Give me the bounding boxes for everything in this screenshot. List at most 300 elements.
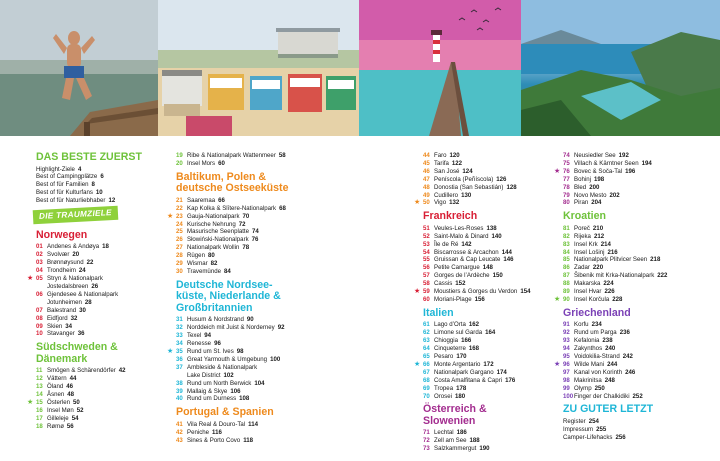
toc-entry-15 — [27, 398, 154, 407]
italien-list — [414, 321, 541, 400]
toc-entry-64 — [423, 345, 541, 353]
toc-entry-14 — [36, 391, 154, 399]
entry-page: 128 — [506, 183, 517, 191]
toc-entry-20 — [176, 160, 314, 168]
entry-name: Wilde Mani — [574, 360, 605, 368]
entry-number: 83 — [563, 240, 570, 248]
entry-number: 10 — [36, 330, 43, 338]
entry-number: 71 — [423, 429, 430, 437]
section-title-schweden-line2: Dänemark — [36, 352, 88, 365]
entry-page: 218 — [650, 256, 661, 264]
toc-entry-77 — [563, 176, 693, 184]
toc-entry-46 — [423, 168, 541, 176]
entry-name: Petite Camargue — [434, 264, 480, 272]
entry-name: Insel Mors — [187, 159, 216, 167]
entry-name: Villach & Kärntner Seen — [574, 159, 639, 167]
entry-number: 81 — [563, 224, 570, 232]
entry-page: 202 — [609, 191, 620, 199]
toc-entry-71 — [423, 429, 541, 437]
entry-name: Kurische Nehrung — [187, 220, 236, 228]
entry-name: Rømø — [47, 422, 64, 430]
toc-entry-84 — [563, 249, 693, 257]
entry-page: 98 — [236, 348, 244, 355]
entry-number: 46 — [423, 167, 430, 175]
toc-entry-67 — [423, 369, 541, 377]
toc-entry-28 — [176, 252, 314, 260]
entry-number: 45 — [423, 159, 430, 167]
toc-entry-59 — [414, 288, 541, 296]
entry-number: 51 — [423, 224, 430, 232]
entry-page: 238 — [602, 337, 613, 345]
entry-page: 200 — [589, 183, 600, 191]
star-icon: ★ — [414, 288, 421, 296]
entry-page: 68 — [279, 204, 286, 212]
entry-number: 63 — [423, 337, 430, 345]
toc-entry-02 — [36, 251, 154, 259]
entry-number: 52 — [423, 232, 430, 240]
toc-entry-25 — [176, 228, 314, 236]
toc-entry-43 — [176, 437, 314, 445]
entry-number: 94 — [563, 345, 570, 353]
toc-entry-62 — [423, 329, 541, 337]
toc-entry-69 — [423, 385, 541, 393]
toc-entry-31 — [176, 316, 314, 324]
entry-name: Neusiedler See — [574, 152, 616, 159]
baltikum-list — [167, 196, 314, 276]
entry-number: 21 — [176, 196, 183, 204]
entry-page: 122 — [451, 159, 463, 167]
entry-number: 70 — [423, 392, 430, 400]
entry-name: Balestrand — [47, 306, 77, 314]
toc-item — [563, 426, 693, 434]
toc-entry-91 — [563, 321, 693, 329]
entry-page: 20 — [72, 251, 80, 259]
entry-number: 28 — [176, 252, 183, 260]
entry-number: 50 — [423, 199, 430, 207]
entry-page: 90 — [246, 316, 254, 324]
toc-entry-87 — [563, 272, 693, 280]
entry-number: 76 — [563, 167, 570, 175]
star-icon: ★ — [554, 167, 561, 175]
toc-entry-04 — [36, 267, 154, 275]
section-title-schweden — [36, 342, 154, 365]
entry-page: 56 — [66, 422, 74, 430]
toc-entry-44 — [423, 152, 541, 160]
entry-page: 196 — [625, 167, 636, 175]
entry-page: 150 — [492, 272, 503, 280]
frankreich-list — [414, 224, 541, 304]
entry-page: 126 — [496, 175, 507, 183]
item-page: 256 — [615, 433, 626, 441]
entry-name: Veules-Les-Roses — [434, 224, 484, 232]
toc-entry-19 — [176, 152, 314, 160]
entry-page: 52 — [76, 406, 84, 414]
entry-page: 164 — [485, 329, 496, 337]
entry-number: 85 — [563, 256, 570, 264]
entry-number: 24 — [176, 220, 183, 228]
entry-page: 198 — [593, 175, 605, 183]
entry-name: Rund um Durness — [187, 395, 237, 403]
entry-number: 84 — [563, 248, 570, 256]
toc-entry-30 — [176, 268, 314, 276]
toc-entry-72 — [423, 437, 541, 445]
entry-name: Gauja-Nationalpark — [187, 212, 240, 220]
entry-name: Insel Møn — [47, 406, 74, 414]
entry-number: 18 — [36, 422, 43, 430]
photo-beach-chairs-art — [158, 0, 359, 136]
entry-name: Île de Ré — [434, 240, 459, 248]
entry-name: Voidokilia-Strand — [574, 353, 620, 361]
entry-number: 89 — [563, 288, 570, 296]
entry-page: 154 — [520, 288, 531, 296]
entry-number: 43 — [176, 436, 183, 444]
toc-entry-03 — [36, 259, 154, 267]
entry-name: Zell am See — [434, 437, 467, 445]
toc-entry-96 — [554, 360, 693, 369]
entry-number: 99 — [563, 384, 570, 392]
entry-page: 48 — [67, 391, 75, 399]
entry-name: Stryn & Nationalpark — [47, 275, 103, 283]
photo-jumping-boy-art — [0, 0, 158, 136]
toc-entry-41 — [176, 421, 314, 429]
entry-number: 65 — [423, 353, 430, 361]
entry-page: 144 — [501, 248, 512, 256]
entry-number: 92 — [563, 329, 570, 337]
entry-number: 55 — [423, 256, 430, 264]
entry-page: 244 — [607, 360, 618, 368]
oesterreich-list — [423, 429, 541, 453]
entry-number: 96 — [563, 360, 570, 368]
toc-entry-78 — [563, 184, 693, 192]
nordsee-list — [167, 316, 314, 403]
toc-entry-58 — [423, 280, 541, 288]
entry-number: 82 — [563, 232, 570, 240]
photo-strip — [0, 0, 720, 136]
entry-continuation — [176, 372, 314, 380]
entry-page: 30 — [79, 306, 86, 314]
item-name: Best of für Naturliebhaber — [36, 197, 106, 205]
entry-page: 146 — [503, 256, 514, 264]
entry-name: Svolvær — [47, 251, 70, 259]
entry-number: 41 — [176, 420, 183, 428]
entry-name: Bled — [574, 183, 587, 191]
toc-entry-39 — [176, 388, 314, 396]
entry-continuation — [36, 283, 154, 291]
entry-number: 07 — [36, 306, 43, 314]
entry-name: Chioggia — [434, 337, 459, 345]
entry-number: 90 — [563, 296, 570, 303]
entry-page: 46 — [66, 383, 74, 391]
entry-page: 142 — [461, 240, 472, 248]
entry-number: 98 — [563, 376, 570, 384]
entry-page: 34 — [65, 322, 73, 330]
entry-page: 70 — [242, 212, 250, 220]
entry-number: 87 — [563, 272, 570, 280]
item-name: Best of für Kulturfans — [36, 189, 93, 197]
entry-page: 26 — [91, 282, 99, 290]
entry-name: Lago d’Orta — [434, 321, 466, 329]
entry-page: 22 — [86, 259, 94, 267]
entry-number: 77 — [563, 175, 570, 183]
entry-number: 68 — [423, 376, 430, 384]
entry-name: Cinqueterre — [434, 345, 466, 353]
toc-entry-95 — [563, 353, 693, 361]
entry-name: Österlen — [47, 398, 71, 406]
entry-number: 29 — [176, 260, 183, 268]
entry-name: Gruissan & Cap Leucate — [434, 256, 501, 264]
entry-number: 86 — [563, 264, 570, 272]
entry-page: 188 — [469, 437, 480, 445]
entry-page: 216 — [607, 248, 618, 256]
toc-entry-40 — [176, 395, 314, 403]
entry-name: Skien — [47, 322, 63, 330]
item-page: 10 — [95, 189, 103, 197]
entry-page: 226 — [604, 288, 615, 296]
star-icon: ★ — [167, 348, 174, 355]
photo-pier-lighthouse-art — [359, 0, 521, 136]
entry-page: 180 — [454, 392, 466, 400]
entry-page: 24 — [78, 267, 86, 275]
toc-entry-11 — [36, 367, 154, 375]
entry-page: 252 — [632, 392, 643, 400]
entry-number: 59 — [423, 288, 430, 296]
toc-entry-32 — [176, 324, 314, 332]
entry-name: Kefalonia — [574, 337, 600, 345]
entry-page: 234 — [591, 321, 602, 329]
entry-number: 09 — [36, 322, 43, 330]
entry-name: Korfu — [574, 321, 589, 329]
entry-page: 214 — [600, 240, 611, 248]
entry-number: 91 — [563, 321, 570, 329]
entry-page: 124 — [462, 167, 473, 175]
entry-name: Makrinitsa — [574, 376, 602, 384]
star-icon: ★ — [414, 199, 421, 207]
entry-page: 152 — [455, 280, 466, 288]
toc-entry-26 — [176, 236, 314, 244]
entry-name: Renesse — [187, 340, 212, 348]
item-page: 4 — [77, 165, 82, 173]
entry-name: Finger der Chalkidiki — [574, 392, 630, 400]
entry-name: San José — [434, 167, 460, 175]
section-title-nordsee — [176, 280, 314, 315]
item-page: 254 — [588, 417, 599, 425]
star-icon: ★ — [27, 398, 34, 406]
toc-entry-24 — [176, 221, 314, 229]
entry-number: 42 — [176, 428, 183, 436]
toc-entry-29 — [176, 260, 314, 268]
entry-name: Saaremaa — [187, 196, 216, 204]
entry-number: 12 — [36, 375, 43, 383]
entry-page: 28 — [84, 298, 92, 306]
toc-entry-48 — [423, 184, 541, 192]
entry-number: 11 — [36, 367, 43, 375]
toc-item — [36, 173, 154, 181]
star-icon: ★ — [554, 360, 561, 368]
toc-entry-22 — [176, 205, 314, 213]
toc-entry-73 — [423, 445, 541, 453]
entry-name: Monte Argentario — [434, 360, 481, 368]
section-title-nordsee-line1: Deutsche Nordsee- — [176, 278, 273, 291]
entry-name: Faro — [434, 152, 447, 159]
toc-entry-85 — [563, 256, 693, 264]
entry-name: Rund um North Berwick — [187, 379, 252, 387]
entry-name: Moriani-Plage — [434, 296, 472, 303]
item-name: Best of Campingplätze — [36, 173, 98, 181]
entry-name: Masurische Seenplatte — [187, 228, 249, 236]
toc-entry-12 — [36, 375, 154, 383]
section-title-zu-guter-letzt: ZU GUTER LETZT — [563, 403, 654, 416]
entry-name: Rijeka — [574, 232, 591, 240]
entry-page: 72 — [238, 220, 246, 228]
entry-continuation — [36, 299, 154, 307]
entry-page: 42 — [118, 367, 126, 375]
toc-entry-89 — [563, 288, 693, 296]
entry-number: 31 — [176, 316, 183, 324]
entry-page: 224 — [603, 280, 614, 288]
entry-page: 108 — [239, 395, 250, 403]
entry-number: 56 — [423, 264, 430, 272]
entry-number: 57 — [423, 272, 430, 280]
item-name: Camper-Lifehacks — [563, 433, 613, 441]
entry-number: 02 — [36, 251, 43, 259]
entry-page: 58 — [278, 152, 286, 159]
entry-number: 37 — [176, 363, 183, 371]
portugal-list — [176, 421, 314, 445]
toc-entry-21 — [176, 197, 314, 205]
entry-number: 38 — [176, 379, 183, 387]
entry-name: Åsnen — [47, 391, 65, 399]
entry-name: Gjendesee & Nationalpark — [47, 290, 119, 298]
toc-entry-76 — [554, 167, 693, 176]
entry-number: 08 — [36, 314, 43, 322]
entry-name-cont: Jotunheimen — [47, 298, 82, 306]
item-page: 8 — [91, 181, 95, 189]
toc-item — [36, 181, 154, 189]
entry-number: 49 — [423, 191, 430, 199]
entry-number: 40 — [176, 395, 183, 403]
entry-name: Saint-Malo & Dinard — [434, 232, 489, 240]
toc-entry-54 — [423, 249, 541, 257]
entry-name: Andenes & Andøya — [47, 243, 100, 251]
toc-entry-81 — [563, 225, 693, 233]
entry-page: 116 — [212, 428, 222, 436]
toc-item — [36, 166, 154, 174]
entry-name: Pesaro — [434, 353, 454, 361]
section-title-frankreich: Frankreich — [423, 210, 478, 223]
entry-page: 194 — [641, 159, 652, 167]
entry-page: 250 — [594, 384, 605, 392]
entry-page: 60 — [218, 159, 225, 167]
entry-name: Wismar — [187, 260, 208, 268]
toc-item — [563, 418, 693, 426]
section-title-kroatien: Kroatien — [563, 210, 606, 223]
entry-number: 13 — [36, 383, 43, 391]
photo-coast-bay — [521, 0, 720, 136]
entry-number: 78 — [563, 183, 570, 191]
entry-page: 114 — [248, 420, 258, 428]
entry-number: 72 — [423, 437, 430, 445]
entry-page: 120 — [449, 152, 460, 159]
toc-entry-90 — [554, 296, 693, 304]
toc-entry-79 — [563, 192, 693, 200]
toc-entry-65 — [423, 353, 541, 361]
beste-list — [36, 166, 154, 206]
entry-number: 100 — [563, 392, 574, 400]
entry-number: 62 — [423, 329, 430, 337]
entry-number: 19 — [176, 152, 183, 159]
entry-name: Eidfjord — [47, 314, 68, 322]
toc-entry-80 — [563, 199, 693, 207]
entry-name: Costa Amalfitana & Capri — [434, 376, 503, 384]
toc-entry-01 — [36, 243, 154, 251]
item-name: Highlight-Ziele — [36, 165, 75, 173]
entry-name: Rund um St. Ives — [187, 348, 234, 355]
entry-name: Insel Korčula — [574, 296, 610, 303]
entry-number: 01 — [36, 243, 43, 251]
entry-number: 93 — [563, 337, 570, 345]
section-title-italien: Italien — [423, 306, 454, 319]
section-title-nordsee-line3: Großbritannien — [176, 301, 253, 314]
entry-page: 32 — [70, 314, 78, 322]
col3-top-list — [414, 152, 541, 207]
toc-entry-88 — [563, 280, 693, 288]
entry-name: Vigo — [434, 199, 447, 207]
entry-name: Insel Lošinj — [574, 248, 605, 256]
entry-name: Vila Real & Douro-Tal — [187, 420, 246, 428]
entry-number: 47 — [423, 175, 430, 183]
toc-entry-49 — [423, 192, 541, 200]
norwegen-list — [27, 243, 154, 338]
entry-name: Gilleleje — [47, 414, 69, 422]
item-page: 12 — [108, 197, 116, 205]
toc-entry-60 — [423, 296, 541, 304]
toc-entry-13 — [36, 383, 154, 391]
entry-page: 190 — [479, 445, 490, 453]
toc-entry-27 — [176, 244, 314, 252]
entry-page: 212 — [593, 232, 605, 240]
entry-name: Great Yarmouth & Umgebung — [187, 355, 268, 363]
entry-page: 92 — [277, 324, 285, 332]
entry-number: 58 — [423, 280, 430, 288]
toc-entry-17 — [36, 415, 154, 423]
section-title-portugal: Portugal & Spanien — [176, 406, 274, 419]
toc-entry-16 — [36, 407, 154, 415]
entry-name: Gorges de l’Ardèche — [434, 272, 490, 280]
photo-coast-bay-art — [521, 0, 720, 136]
entry-name: Peniche — [187, 428, 210, 436]
section-title-baltikum-line1: Baltikum, Polen & — [176, 170, 267, 183]
entry-page: 76 — [251, 236, 259, 244]
toc-entry-74 — [563, 152, 693, 160]
entry-page: 228 — [612, 296, 623, 303]
toc-entry-66 — [414, 360, 541, 369]
toc-item — [36, 197, 154, 205]
entry-page: 44 — [69, 375, 77, 383]
toc-entry-61 — [423, 321, 541, 329]
entry-page: 248 — [604, 376, 615, 384]
entry-number: 80 — [563, 199, 570, 207]
entry-page: 106 — [230, 387, 241, 395]
toc-entry-35 — [167, 348, 314, 356]
entry-name: Nationalpark Gargano — [434, 368, 494, 376]
toc-entry-56 — [423, 264, 541, 272]
entry-page: 178 — [456, 384, 467, 392]
toc-entry-53 — [423, 241, 541, 249]
entry-number: 17 — [36, 414, 43, 422]
entry-page: 156 — [474, 296, 485, 303]
toc-entry-57 — [423, 272, 541, 280]
entry-name: Lechtal — [434, 429, 454, 437]
